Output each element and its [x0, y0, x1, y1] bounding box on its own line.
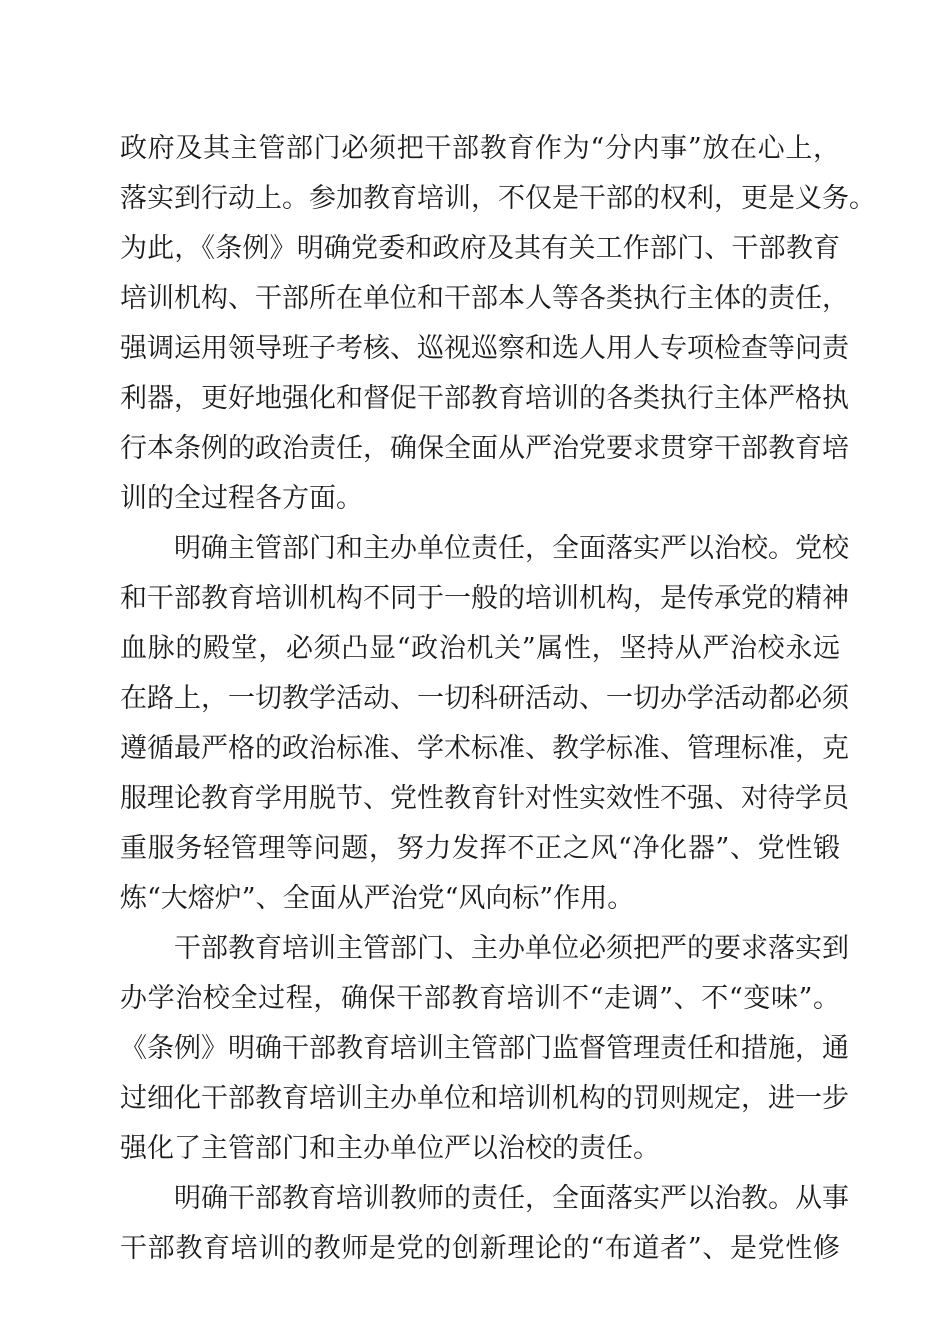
text-line: 强化了主管部门和主办单位严以治校的责任。	[120, 1133, 660, 1164]
text-line: 遵循最严格的政治标准、学术标准、教学标准、管理标准，克	[120, 733, 849, 764]
text-line: 过细化干部教育培训主办单位和培训机构的罚则规定，进一步	[120, 1083, 849, 1114]
text-line: 炼“大熔炉”、全面从严治党“风向标”作用。	[120, 883, 635, 914]
text-line: 利器，更好地强化和督促干部教育培训的各类执行主体严格执	[120, 383, 849, 414]
text-line: 政府及其主管部门必须把干部教育作为“分内事”放在心上，	[120, 133, 840, 164]
text-line: 办学治校全过程，确保干部教育培训不“走调”、不“变味”。	[120, 983, 840, 1014]
text-line: 重服务轻管理等问题，努力发挥不正之风“净化器”、党性锻	[120, 833, 840, 864]
text-line: 《条例》明确干部教育培训主管部门监督管理责任和措施，通	[120, 1033, 849, 1064]
text-line: 行本条例的政治责任，确保全面从严治党要求贯穿干部教育培	[120, 433, 849, 464]
text-line: 血脉的殿堂，必须凸显“政治机关”属性，坚持从严治校永远	[120, 633, 840, 664]
text-line: 在路上，一切教学活动、一切科研活动、一切办学活动都必须	[120, 683, 849, 714]
text-line: 为此，《条例》明确党委和政府及其有关工作部门、干部教育	[120, 233, 840, 264]
text-line: 和干部教育培训机构不同于一般的培训机构，是传承党的精神	[120, 583, 849, 614]
paragraph-start-line: 明确干部教育培训教师的责任，全面落实严以治教。从事	[174, 1183, 849, 1214]
text-line: 服理论教育学用脱节、党性教育针对性实效性不强、对待学员	[120, 783, 849, 814]
text-line: 干部教育培训的教师是党的创新理论的“布道者”、是党性修	[120, 1233, 840, 1264]
paragraph-start-line: 明确主管部门和主办单位责任，全面落实严以治校。党校	[174, 533, 849, 564]
text-line: 训的全过程各方面。	[120, 483, 363, 514]
paragraph-start-line: 干部教育培训主管部门、主办单位必须把严的要求落实到	[174, 933, 849, 964]
text-line: 落实到行动上。参加教育培训，不仅是干部的权利，更是义务。	[120, 183, 876, 214]
body-text	[120, 124, 876, 1274]
text-line: 培训机构、干部所在单位和干部本人等各类执行主体的责任，	[120, 283, 849, 314]
text-line: 强调运用领导班子考核、巡视巡察和选人用人专项检查等问责	[120, 333, 849, 364]
